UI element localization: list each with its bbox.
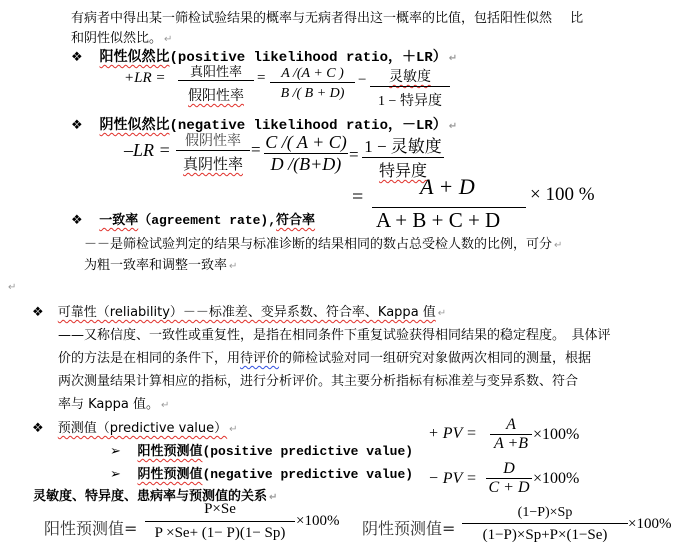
- ppv-en: (positive predictive value): [202, 444, 414, 459]
- rel-npv-times: ×100%: [628, 516, 672, 532]
- fraction-bar: [270, 82, 355, 83]
- agreement-heading-en: （agreement rate),: [138, 213, 277, 228]
- plr-heading: [71, 46, 457, 66]
- nlr-frac3-den: 特异度: [378, 163, 427, 180]
- reliability-text-flagged: 待评价: [240, 351, 280, 366]
- plr-frac2-den: B /( B + D): [280, 86, 345, 101]
- agreement-heading: [71, 209, 315, 228]
- reliability-heading: [32, 301, 446, 320]
- diamond-bullet-icon: ❖: [71, 118, 83, 133]
- reliability-line-3: 两次测量结果计算相应的指标，进行分析评价。其主要分析指标有标准差与变异系数、符合: [58, 374, 579, 389]
- nlr-frac2-num: C /( A + C): [265, 132, 347, 152]
- rel-ppv-frac: [145, 501, 295, 542]
- agreement-times: × 100 %: [530, 184, 595, 205]
- diamond-bullet-icon: ❖: [71, 50, 83, 65]
- npv-lhs: − PV =: [428, 470, 477, 487]
- reliability-line-1: ——又称信度、一致性或重复性，是指在相同条件下重复试验获得相同结果的稳定程度。 具体评: [58, 328, 611, 343]
- rel-ppv-label: 阳性预测值=: [44, 519, 138, 538]
- fraction-bar: [176, 150, 250, 151]
- nlr-eq1: =: [251, 140, 261, 159]
- plr-frac-3: [370, 66, 450, 110]
- npv-line: [110, 463, 413, 482]
- plr-lhs: +LR =: [124, 70, 166, 86]
- reliability-heading-text: 可靠性（reliability）－－标准差、变异系数、符合率、Kappa 值: [57, 305, 436, 320]
- plr-frac3-den: 1 − 特异度: [378, 94, 442, 109]
- agreement-desc-1: [84, 233, 562, 252]
- fraction-bar: [145, 521, 295, 522]
- npv-en: (negative predictive value): [202, 467, 414, 482]
- agreement-heading-cn1: 一致率: [99, 213, 139, 228]
- predictive-heading: [32, 417, 238, 436]
- agreement-den: A + B + C + D: [376, 208, 501, 232]
- nlr-heading: [71, 114, 457, 134]
- plr-frac-2: [270, 66, 355, 102]
- rel-npv-num: (1−P)×Sp: [517, 505, 573, 520]
- paragraph-mark: ↵: [448, 121, 458, 132]
- plr-frac-1: [178, 61, 254, 105]
- paragraph-mark: ↵: [161, 400, 170, 411]
- paragraph-mark: ↵: [229, 424, 238, 435]
- fraction-bar: [462, 523, 628, 524]
- rel-npv-den: (1−P)×Sp+P×(1−Se): [482, 527, 608, 543]
- paragraph-mark: ↵: [554, 240, 563, 251]
- agreement-desc-2: [84, 254, 237, 273]
- reliability-line-4: [58, 393, 169, 412]
- nlr-frac1-den: 真阴性率: [182, 155, 243, 173]
- plr-frac2-num: A /(A + C ): [281, 66, 344, 81]
- plr-heading-en: (positive likelihood ratio，＋LR）: [169, 50, 447, 66]
- rel-ppv-num: P×Se: [204, 501, 236, 517]
- paragraph-mark: ↵: [164, 34, 173, 45]
- npv-times: ×100%: [533, 470, 580, 487]
- paragraph-mark: ↵: [448, 53, 458, 64]
- nlr-eq2: =: [349, 145, 359, 164]
- plr-frac1-den: 假阳性率: [188, 88, 244, 104]
- ppv-frac: [490, 416, 532, 453]
- fraction-bar: [178, 80, 254, 81]
- ppv-times: ×100%: [533, 426, 580, 443]
- diamond-bullet-icon: ❖: [32, 421, 44, 436]
- agreement-heading-cn2: 符合率: [276, 213, 316, 228]
- nlr-frac3-num: 1 − 灵敏度: [364, 137, 442, 156]
- paragraph-mark: ↵: [437, 308, 447, 319]
- rel-npv-label: 阴性预测值=: [362, 519, 456, 538]
- paragraph-mark: ↵: [8, 282, 17, 293]
- intro-text: 有病者中得出某一筛检试验结果的概率与无病者得出这一概率的比值，包括阳性似然: [71, 11, 553, 26]
- npv-num: D: [503, 460, 515, 477]
- nlr-heading-cn: 阴性似然比: [99, 117, 170, 133]
- ppv-den: A +B: [493, 435, 529, 452]
- nlr-frac1-num: 假阴性率: [185, 133, 241, 149]
- plr-eq2: −: [358, 72, 367, 88]
- reliability-line-2: [58, 347, 591, 366]
- npv-den: C + D: [488, 479, 530, 496]
- arrow-bullet-icon: ➢: [110, 444, 121, 459]
- plr-frac1-num: 真阳性率: [189, 65, 242, 80]
- intro-text-2: 和阴性似然比。: [71, 31, 163, 46]
- nlr-lhs: –LR =: [124, 140, 171, 160]
- plr-frac3-num: 灵敏度: [389, 70, 431, 85]
- intro-line-2: [71, 27, 172, 46]
- agreement-desc-text: －－是筛检试验判定的结果与标准诊断的结果相同的数占总受检人数的比例，可分: [84, 237, 553, 252]
- predictive-heading-text: 预测值（predictive value）: [57, 421, 228, 436]
- reliability-text: 价的方法是在相同的条件下，用: [58, 351, 241, 366]
- diamond-bullet-icon: ❖: [71, 213, 83, 228]
- nlr-frac-2: [264, 132, 348, 175]
- ppv-lhs: + PV =: [428, 425, 477, 442]
- paragraph-mark: ↵: [269, 492, 278, 503]
- paragraph-mark: ↵: [229, 261, 238, 272]
- arrow-bullet-icon: ➢: [110, 467, 121, 482]
- reliability-text: 的筛检试验对同一组研究对象做两次相同的测量，根据: [279, 351, 592, 366]
- npv-frac: [486, 460, 532, 497]
- ppv-line: [110, 440, 413, 459]
- fraction-bar: [370, 86, 450, 87]
- nlr-frac-1: [176, 130, 250, 174]
- npv-cn: 阴性预测值: [137, 467, 203, 482]
- plr-eq1: =: [257, 70, 266, 86]
- nlr-heading-en: (negative likelihood ratio，－LR）: [169, 118, 447, 134]
- diamond-bullet-icon: ❖: [32, 305, 44, 320]
- agreement-desc-text: 为粗一致率和调整一致率: [84, 258, 228, 273]
- ppv-num: A: [506, 416, 516, 433]
- reliability-text: 率与 Kappa 值。: [58, 397, 159, 412]
- rel-npv-frac: [462, 505, 628, 544]
- rel-ppv-den: P ×Se+ (1− P)(1− Sp): [154, 525, 286, 541]
- agreement-num: A + D: [420, 174, 475, 199]
- plr-heading-cn: 阳性似然比: [99, 49, 170, 65]
- nlr-frac2-den: D /(B+D): [270, 154, 342, 174]
- intro-line-1: [71, 7, 583, 26]
- ppv-cn: 阳性预测值: [137, 444, 203, 459]
- agreement-eq: =: [352, 186, 364, 208]
- intro-text-tail: 比: [570, 11, 584, 26]
- rel-ppv-times: ×100%: [296, 513, 340, 529]
- relation-heading-text: 灵敏度、特异度、患病率与预测值的关系: [33, 489, 268, 504]
